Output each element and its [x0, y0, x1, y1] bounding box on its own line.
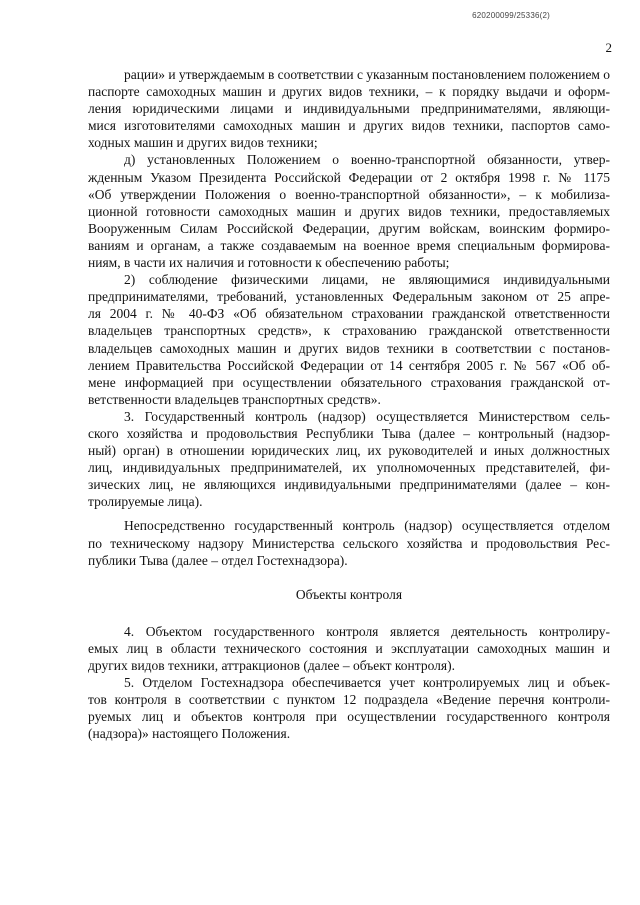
text-line: ционной готовности самоходных машин и других видов техники, предоставляемых — [88, 203, 610, 219]
document-body — [88, 66, 610, 742]
text-line: Непосредственно государственный контроль (надзор) осуществляется отделом — [124, 518, 610, 534]
text-line: Вооруженным Силам Российской Федерации, другим войскам, воинским формиро- — [88, 220, 610, 236]
text-line: мися изготовителями самоходных машин и других видов техники, паспортов само- — [88, 118, 610, 134]
text-line: жденным Указом Президента Российской Федерации от 2 октября 1998 г. № 1175 — [88, 169, 610, 185]
text-line: емых лиц в области технического состояния и эксплуатации самоходных машин и — [88, 640, 610, 656]
text-line: ниям, в части их наличия и готовности к обеспечению работы; — [88, 255, 450, 271]
paragraph — [88, 674, 610, 742]
text-line: тов контроля в соответствии с пунктом 12 подраздела «Ведение перечня контроли- — [88, 692, 610, 708]
paragraph — [88, 151, 610, 271]
text-line: 4. Объектом государственного контроля является деятельность контролиру- — [124, 623, 610, 639]
paragraph — [88, 517, 610, 568]
text-line: (надзора)» настоящего Положения. — [88, 726, 291, 742]
paragraph — [88, 271, 610, 408]
paragraph — [88, 66, 610, 151]
section-heading: Объекты контроля — [295, 586, 403, 602]
text-line: зических лиц, не являющихся индивидуальными предпринимателями (далее – кон- — [88, 477, 610, 493]
text-line: ского хозяйства и продовольствия Республики Тыва (далее – контрольный (надзор- — [88, 425, 610, 441]
text-line: ления юридическими лицами и индивидуальными предпринимателями, являющи- — [88, 101, 610, 117]
text-line: ваниям и органам, а также создаваемым на военное время специальным формирова- — [88, 237, 610, 253]
text-line: паспорте самоходных машин и других видов техники, – к порядку выдачи и оформ- — [88, 84, 610, 100]
text-line: предпринимателями, требований, установленных Федеральным законом от 25 апре- — [88, 289, 610, 305]
text-line: руемых лиц и объектов контроля при осуществлении государственного контроля — [88, 709, 610, 725]
text-line: ходных машин и других видов техники; — [88, 135, 318, 151]
text-line: владельцев самоходных машин и других видов техники в соответствии с постанов- — [88, 340, 610, 356]
paragraph-gap — [88, 510, 610, 517]
text-line: других видов техники, аттракционов (далее – объект контроля). — [88, 658, 455, 673]
text-line: по техническому надзору Министерства сельского хозяйства и продовольствия Рес- — [88, 535, 610, 551]
paragraph — [88, 623, 610, 674]
text-line: ный) орган) в отношении юридических лиц, их руководителей и иных должностных — [88, 443, 610, 459]
text-line: д) установленных Положением о военно-транспортной обязанности, утвер- — [124, 152, 610, 168]
document-code: 620200099/25336(2) — [472, 11, 550, 20]
text-line: рации» и утверждаемым в соответствии с указанным постановлением положением о — [124, 67, 610, 82]
text-line: лиц, индивидуальных предпринимателей, их уполномоченных представителей, фи- — [88, 460, 610, 476]
text-line: 5. Отделом Гостехнадзора обеспечивается учет контролируемых лиц и объек- — [124, 675, 610, 691]
text-line: лением Правительства Российской Федерации от 14 сентября 2005 г. № 567 «Об об- — [88, 357, 610, 373]
text-line: тролируемые лица). — [88, 494, 203, 510]
text-line: «Об утверждении Положения о военно-транспортной обязанности», – к мобилиза- — [88, 186, 610, 202]
text-line: ветственности владельцев транспортных средств». — [88, 391, 381, 407]
text-line: 2) соблюдение физическими лицами, не являющимися индивидуальными — [124, 272, 610, 288]
paragraph — [88, 408, 610, 511]
page-number: 2 — [605, 40, 612, 55]
text-line: ля 2004 г. № 40-ФЗ «Об обязательном страховании гражданской ответственности — [88, 306, 610, 322]
text-line: публики Тыва (далее – отдел Гостехнадзора). — [88, 552, 348, 568]
text-line: владельцев транспортных средств», к страхованию гражданской ответственности — [88, 323, 610, 339]
text-line: мене информацией при осуществлении обязательного страхования гражданской от- — [88, 374, 610, 390]
text-line: 3. Государственный контроль (надзор) осуществляется Министерством сель- — [124, 408, 610, 424]
